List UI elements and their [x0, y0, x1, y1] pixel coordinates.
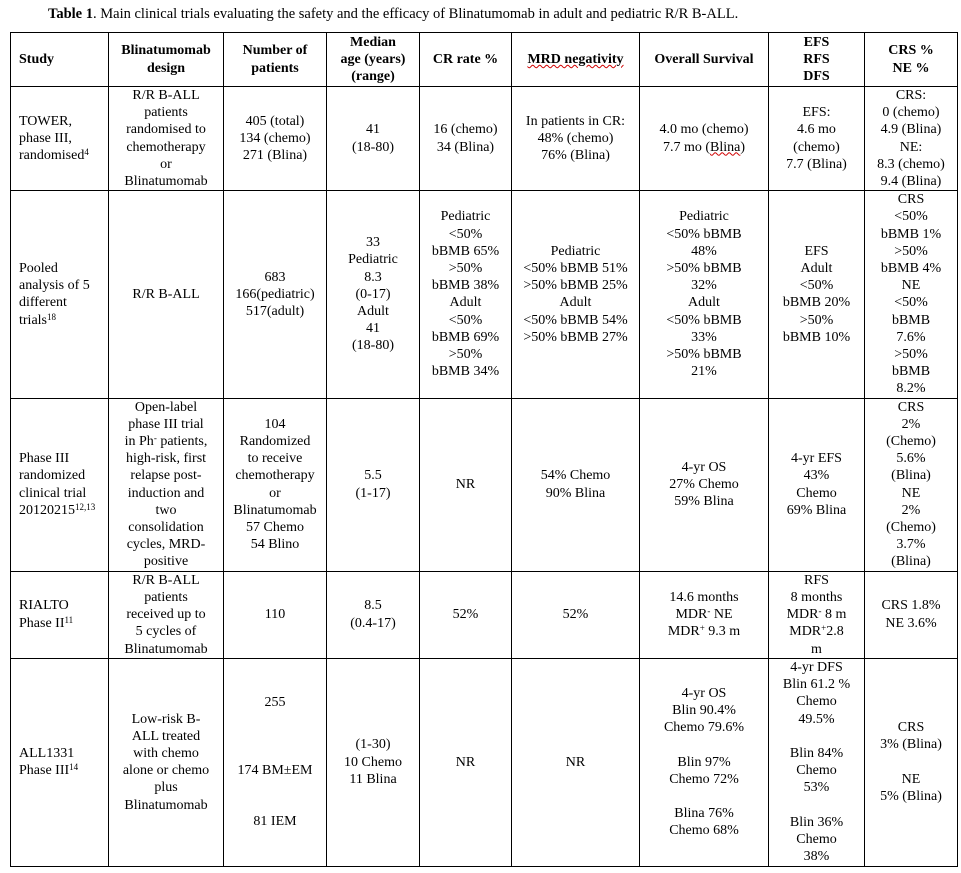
row-age: 41 (18-80): [327, 87, 420, 191]
row-mrd: 52%: [512, 571, 640, 658]
row-design: Low-risk B- ALL treated with chemo alone or chemo plus Blinatumomab: [109, 658, 224, 866]
study-ref: 4: [84, 147, 89, 158]
os-text: NE: [710, 607, 733, 623]
row-mrd: In patients in CR: 48% (chemo) 76% (Blina): [512, 87, 640, 191]
header-patients: Number of patients: [224, 33, 327, 87]
row-crs: CRS 2% (Chemo) 5.6% (Blina) NE 2% (Chemo) 3.7% (Blina): [865, 398, 958, 571]
row-age: 5.5 (1-17): [327, 398, 420, 571]
study-name: TOWER, phase III, randomised: [19, 113, 85, 164]
os-line: [642, 606, 766, 623]
table-row: [11, 571, 958, 658]
efs-line: [771, 623, 862, 640]
row-study: [11, 658, 109, 866]
row-patients: 683 166(pediatric) 517(adult): [224, 191, 327, 398]
header-study: Study: [11, 33, 109, 87]
study-name: Phase III randomized clinical trial 20120215: [19, 451, 87, 518]
efs-line: m: [811, 641, 822, 657]
spacer: [226, 779, 324, 813]
patients-line: 81 IEM: [253, 813, 297, 829]
row-design: R/R B-ALL patients randomised to chemotherapy or Blinatumomab: [109, 87, 224, 191]
row-patients: 110: [224, 571, 327, 658]
efs-line: 8 months: [790, 589, 843, 605]
os-text: 9.3 m: [704, 624, 741, 640]
row-study: [11, 398, 109, 571]
row-mrd: NR: [512, 658, 640, 866]
row-efs: [769, 571, 865, 658]
row-patients: 405 (total) 134 (chemo) 271 (Blina): [224, 87, 327, 191]
patients-line: 174 BM±EM: [237, 762, 313, 778]
row-os: 4-yr OS Blin 90.4% Chemo 79.6% Blin 97% Chemo 72% Blina 76% Chemo 68%: [640, 658, 769, 866]
efs-text: MDR: [789, 624, 822, 640]
row-age: (1-30) 10 Chemo 11 Blina: [327, 658, 420, 866]
study-ref: 14: [69, 762, 79, 773]
row-study: [11, 191, 109, 398]
os-text: ): [740, 139, 746, 155]
os-line: [642, 139, 766, 156]
header-efs: EFS RFS DFS: [769, 33, 865, 87]
row-design: R/R B-ALL: [109, 191, 224, 398]
row-cr: Pediatric <50% bBMB 65% >50% bBMB 38% Adult <50% bBMB 69% >50% bBMB 34%: [420, 191, 512, 398]
table-row: [11, 398, 958, 571]
table-caption: [48, 6, 738, 23]
study-ref: 11: [64, 614, 74, 625]
row-cr: 16 (chemo) 34 (Blina): [420, 87, 512, 191]
os-line: 14.6 months: [669, 589, 739, 605]
header-design: Blinatumomab design: [109, 33, 224, 87]
row-cr: NR: [420, 658, 512, 866]
os-line: 4.0 mo (chemo): [659, 122, 749, 138]
study-ref: 18: [47, 311, 56, 322]
header-age: Median age (years) (range): [327, 33, 420, 87]
efs-sup: +: [821, 623, 827, 634]
caption-text: . Main clinical trials evaluating the safety and the efficacy of Blinatumomab in adult and pediatric R/R B-ALL.: [93, 6, 739, 22]
header-cr: CR rate %: [420, 33, 512, 87]
row-efs: EFS: 4.6 mo (chemo) 7.7 (Blina): [769, 87, 865, 191]
header-mrd: [512, 33, 640, 87]
os-text: MDR: [675, 607, 708, 623]
header-mrd-text: MRD negativity: [527, 51, 624, 67]
table-row: [11, 87, 958, 191]
design-sup: -: [153, 433, 157, 444]
row-cr: NR: [420, 398, 512, 571]
row-crs: CRS <50% bBMB 1% >50% bBMB 4% NE <50% bBMB 7.6% >50% bBMB 8.2%: [865, 191, 958, 398]
table-row: [11, 191, 958, 398]
spacer: [226, 712, 324, 762]
os-text: MDR: [667, 624, 700, 640]
study-ref: 12,13: [75, 501, 96, 512]
row-os: 4-yr OS 27% Chemo 59% Blina: [640, 398, 769, 571]
os-text: 7.7 mo (: [662, 139, 711, 155]
os-text: Blina: [710, 139, 741, 155]
row-design: R/R B-ALL patients received up to 5 cycles of Blinatumomab: [109, 571, 224, 658]
row-os: [640, 87, 769, 191]
row-crs: CRS 1.8% NE 3.6%: [865, 571, 958, 658]
header-row: [11, 33, 958, 87]
row-os: [640, 571, 769, 658]
design-text: Open-label phase III trial in Ph: [124, 399, 204, 450]
row-mrd: 54% Chemo 90% Blina: [512, 398, 640, 571]
row-os: Pediatric <50% bBMB 48% >50% bBMB 32% Adult <50% bBMB 33% >50% bBMB 21%: [640, 191, 769, 398]
efs-text: MDR: [786, 607, 819, 623]
study-name: ALL1331 Phase III: [19, 746, 75, 779]
row-crs: CRS 3% (Blina) NE 5% (Blina): [865, 658, 958, 866]
row-efs: 4-yr EFS 43% Chemo 69% Blina: [769, 398, 865, 571]
row-study: [11, 87, 109, 191]
row-age: 8.5 (0.4-17): [327, 571, 420, 658]
efs-line: [771, 606, 862, 623]
study-name: Pooled analysis of 5 different trials: [19, 261, 90, 328]
header-crs: CRS % NE %: [865, 33, 958, 87]
table-row: [11, 658, 958, 866]
efs-line: RFS: [804, 572, 829, 588]
os-sup: +: [699, 623, 705, 634]
design-text: patients, high-risk, first relapse post- induction and two consolidation cycles, MRD- positive: [125, 434, 208, 570]
row-patients: [224, 658, 327, 866]
efs-text: 2.8: [826, 624, 844, 640]
efs-sup: -: [818, 606, 822, 617]
row-study: [11, 571, 109, 658]
study-name: RIALTO Phase II: [19, 598, 69, 631]
row-mrd: Pediatric <50% bBMB 51% >50% bBMB 25% Adult <50% bBMB 54% >50% bBMB 27%: [512, 191, 640, 398]
row-patients: 104 Randomized to receive chemotherapy or Blinatumomab 57 Chemo 54 Blino: [224, 398, 327, 571]
os-line: [642, 623, 766, 640]
row-age: 33 Pediatric 8.3 (0-17) Adult 41 (18-80): [327, 191, 420, 398]
row-design: [109, 398, 224, 571]
caption-label: Table 1: [48, 6, 93, 22]
row-efs: 4-yr DFS Blin 61.2 % Chemo 49.5% Blin 84% Chemo 53% Blin 36% Chemo 38%: [769, 658, 865, 866]
row-cr: 52%: [420, 571, 512, 658]
row-crs: CRS: 0 (chemo) 4.9 (Blina) NE: 8.3 (chemo) 9.4 (Blina): [865, 87, 958, 191]
os-sup: -: [707, 606, 711, 617]
trials-table: [10, 32, 958, 867]
row-efs: EFS Adult <50% bBMB 20% >50% bBMB 10%: [769, 191, 865, 398]
patients-line: 255: [264, 695, 286, 711]
header-os: Overall Survival: [640, 33, 769, 87]
efs-text: 8 m: [821, 607, 847, 623]
